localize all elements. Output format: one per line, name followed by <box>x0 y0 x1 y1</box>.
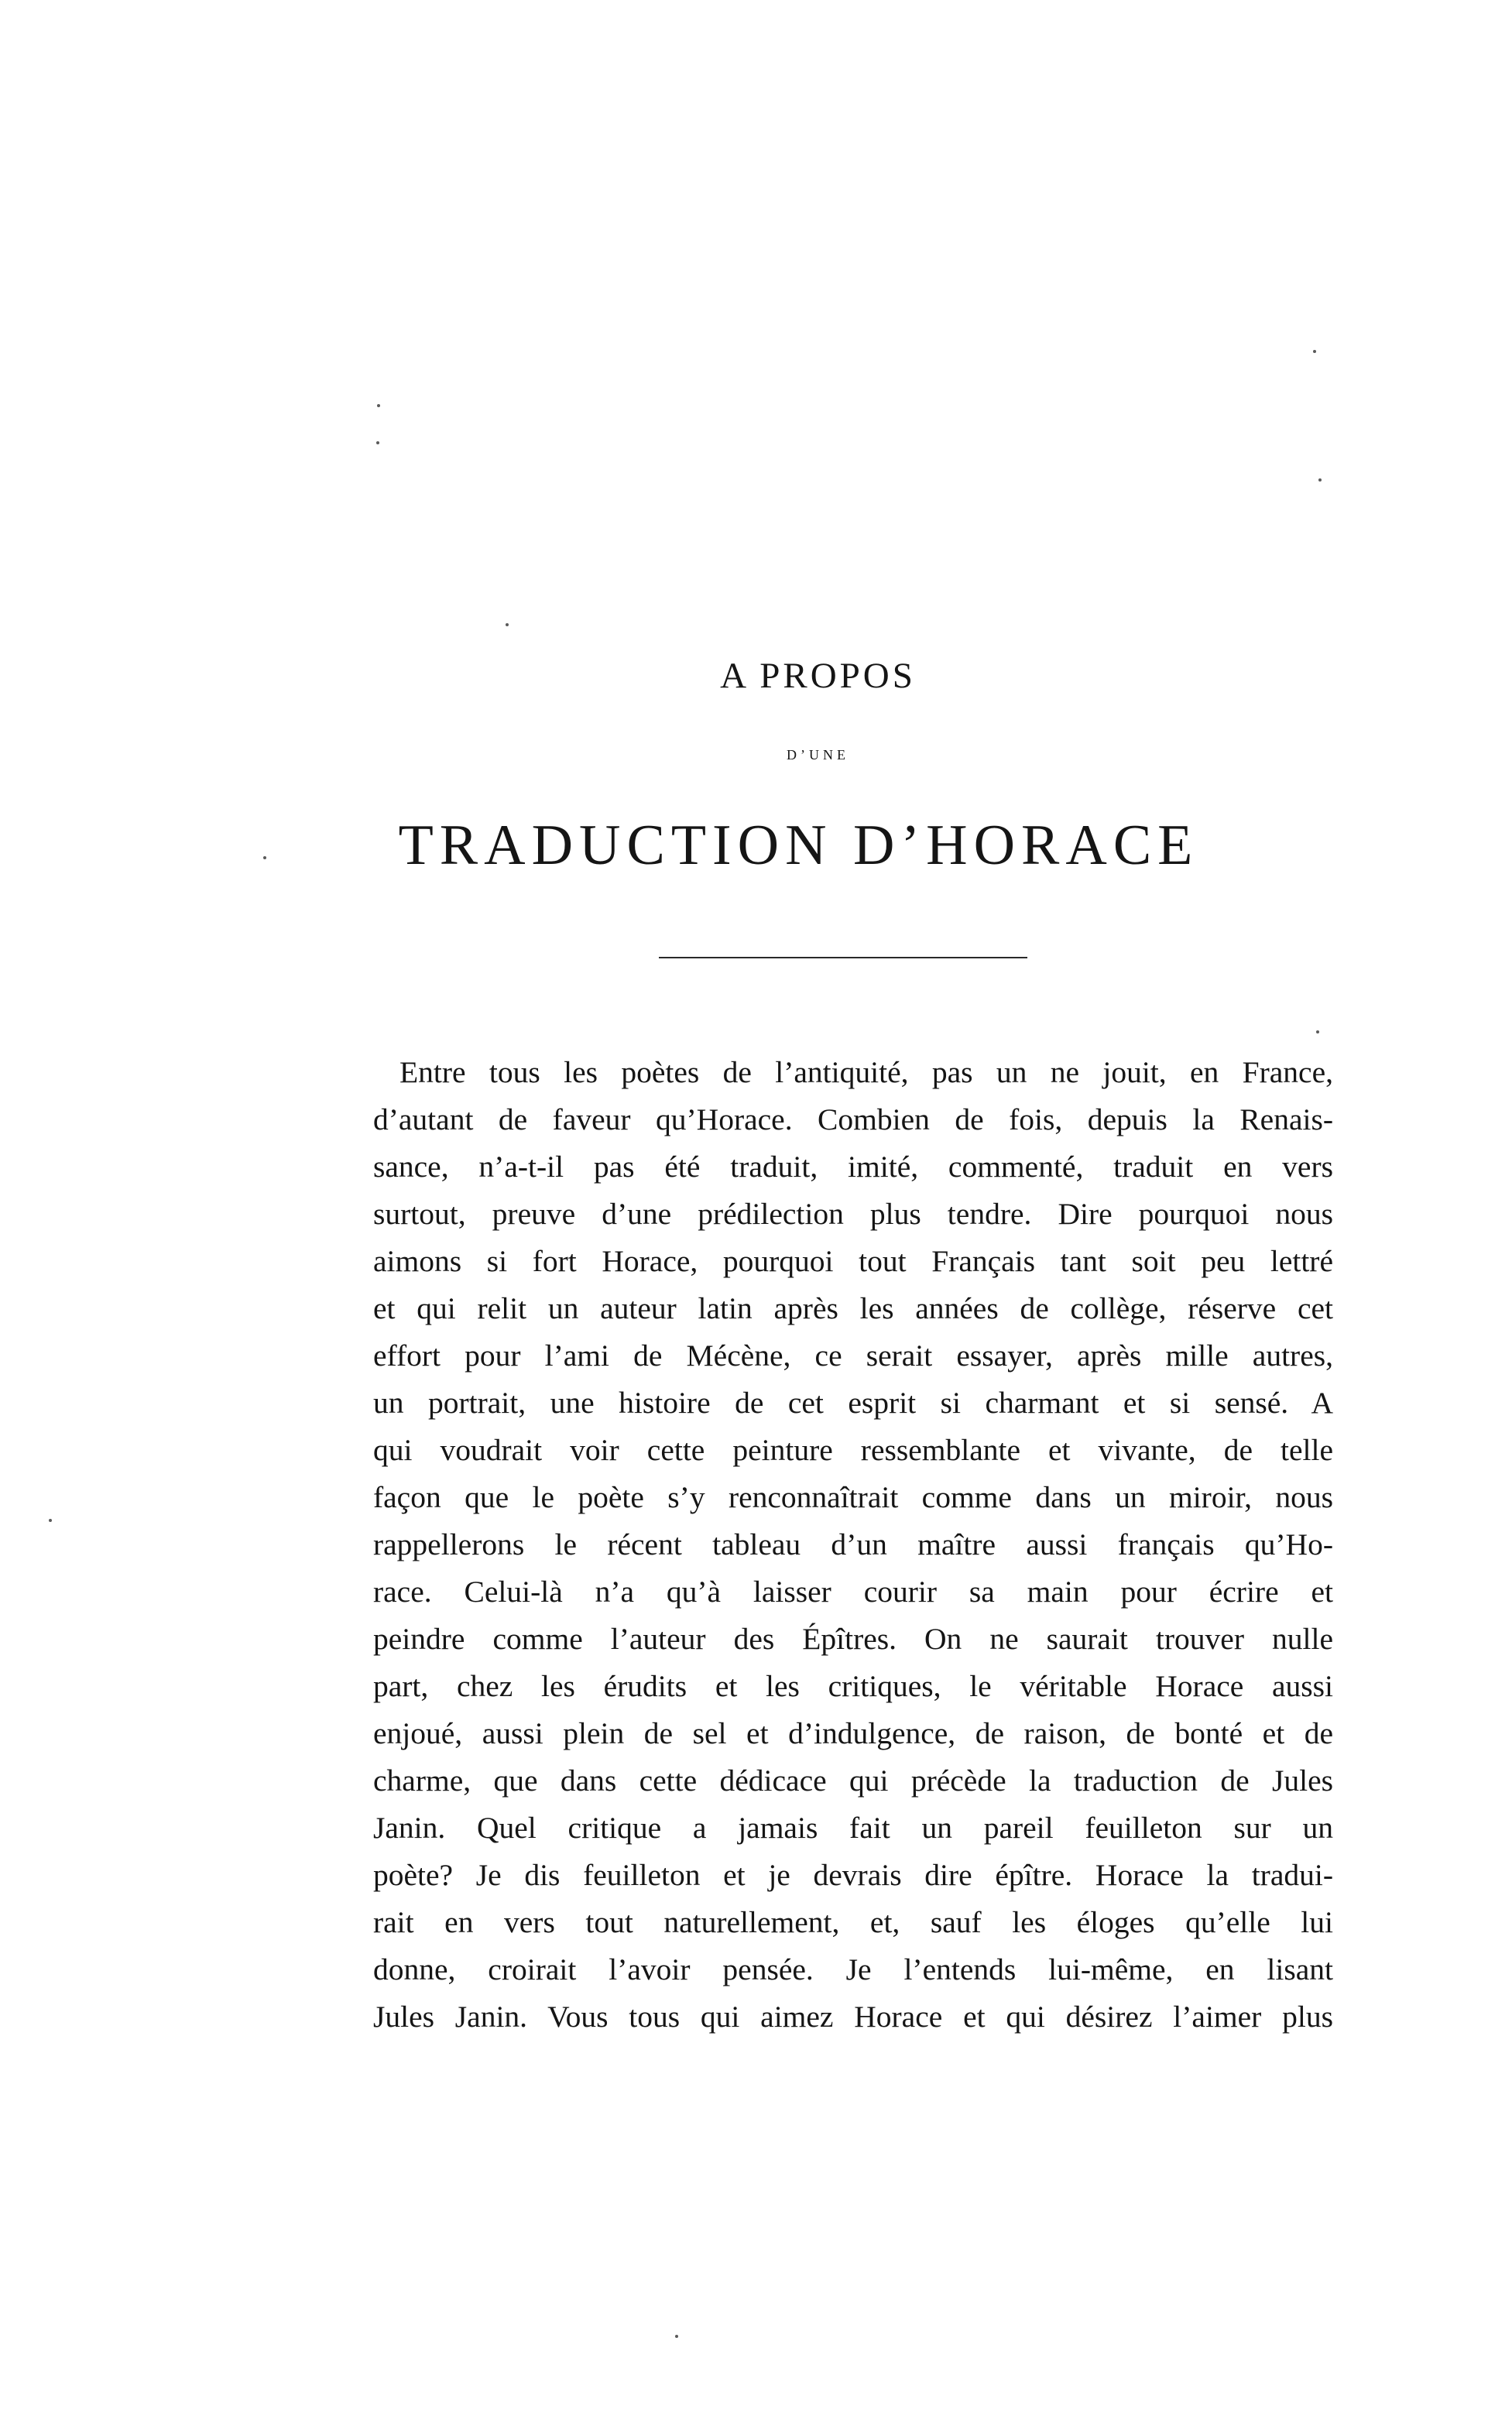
text-line: poète? Je dis feuilleton et je devrais dire épître. Horace la tradui- <box>373 1858 1333 1892</box>
text-line: aimons si fort Horace, pourquoi tout Français tant soit peu lettré <box>373 1244 1333 1278</box>
scan-speck <box>263 856 266 859</box>
scan-speck <box>506 623 509 626</box>
text-line: qui voudrait voir cette peinture ressemblante et vivante, de telle <box>373 1433 1333 1467</box>
text-line: façon que le poète s’y renconnaîtrait comme dans un miroir, nous <box>373 1480 1333 1514</box>
scan-speck <box>675 2335 678 2338</box>
text-line: part, chez les érudits et les critiques, le véritable Horace aussi <box>373 1669 1333 1703</box>
text-line: surtout, preuve d’une prédilection plus tendre. Dire pourquoi nous <box>373 1197 1333 1231</box>
text-line: charme, que dans cette dédicace qui précède la traduction de Jules <box>373 1763 1333 1798</box>
body-text <box>373 1049 1333 2041</box>
scan-speck <box>1318 478 1322 482</box>
text-line: d’autant de faveur qu’Horace. Combien de fois, depuis la Renais- <box>373 1102 1333 1136</box>
text-line: race. Celui-là n’a qu’à laisser courir sa main pour écrire et <box>373 1575 1333 1609</box>
title-rule <box>659 957 1027 958</box>
title-small-line: D’UNE <box>787 747 849 763</box>
scan-speck <box>376 441 379 444</box>
text-line: Jules Janin. Vous tous qui aimez Horace et qui désirez l’aimer plus <box>373 2000 1333 2034</box>
text-line: Janin. Quel critique a jamais fait un pareil feuilleton sur un <box>373 1811 1333 1845</box>
text-line: effort pour l’ami de Mécène, ce serait essayer, après mille autres, <box>373 1338 1333 1373</box>
text-line: Entre tous les poètes de l’antiquité, pas un ne jouit, en France, <box>399 1055 1333 1089</box>
scan-speck <box>1316 1030 1319 1033</box>
text-line: rait en vers tout naturellement, et, sauf les éloges qu’elle lui <box>373 1905 1333 1939</box>
text-line: sance, n’a-t-il pas été traduit, imité, commenté, traduit en vers <box>373 1150 1333 1184</box>
scan-speck <box>49 1519 52 1522</box>
text-line: peindre comme l’auteur des Épîtres. On ne saurait trouver nulle <box>373 1622 1333 1656</box>
page-title: TRADUCTION D’HORACE <box>398 814 1199 877</box>
scan-speck <box>377 404 380 407</box>
text-line: un portrait, une histoire de cet esprit si charmant et si sensé. A <box>373 1386 1333 1420</box>
text-line: enjoué, aussi plein de sel et d’indulgence, de raison, de bonté et de <box>373 1716 1333 1750</box>
scan-speck <box>1313 350 1316 353</box>
text-line: et qui relit un auteur latin après les années de collège, réserve cet <box>373 1291 1333 1325</box>
text-line: rappellerons le récent tableau d’un maître aussi français qu’Ho- <box>373 1527 1333 1561</box>
text-line: donne, croirait l’avoir pensée. Je l’entends lui-même, en lisant <box>373 1952 1333 1986</box>
title-kicker: A PROPOS <box>720 656 916 696</box>
